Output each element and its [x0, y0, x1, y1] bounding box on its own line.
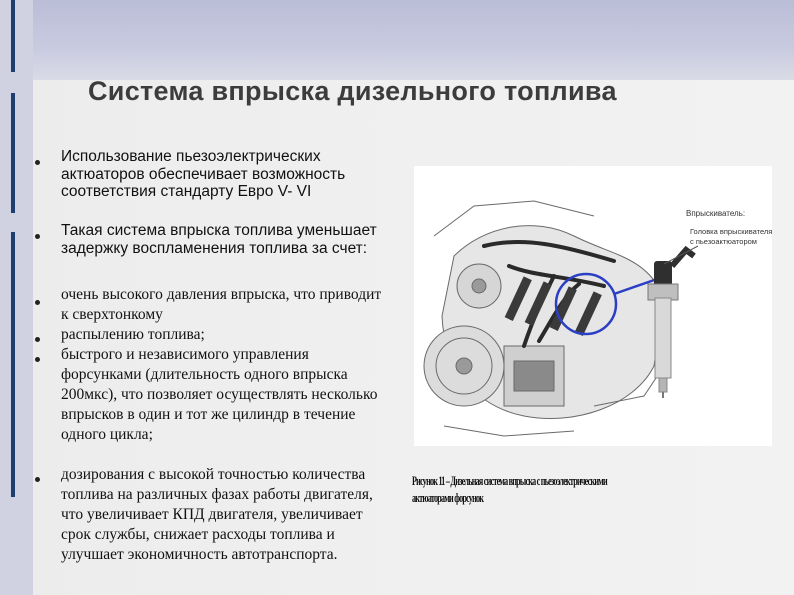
bullet-dot [35, 160, 40, 165]
accent-tick [11, 93, 15, 213]
slide-header-band [0, 0, 794, 80]
bullet-dot [35, 234, 40, 239]
caption-line: актюаторами форсунок [412, 490, 484, 505]
figure-caption [412, 472, 641, 506]
engine-block [424, 201, 664, 436]
label-head-line2: с пьезоактюатором [690, 237, 757, 246]
bullet-text: Такая система впрыска топлива уменьшает задержку воспламенения топлива за счет: [61, 222, 377, 257]
bullet-text: распылению топлива; [61, 326, 205, 343]
bullet-dot [35, 337, 40, 342]
bullet-dot [35, 357, 40, 362]
label-injector: Впрыскиватель: [686, 209, 746, 218]
engine-drawing [414, 166, 772, 446]
injector-detail [648, 250, 694, 398]
bullet-text: быстрого и независимого управления форсунками (длительность одного впрыска 200мкс), что позволяет осуществлять несколько впрысков в один и тот же цилиндр в течение одного цикла; [61, 346, 378, 443]
accent-tick [11, 0, 15, 72]
bullet-text: очень высокого давления впрыска, что приводит к сверхтонкому [61, 286, 382, 323]
bullet-dot [35, 300, 40, 305]
caption-line: Рисунок 11 – Дизельная система впрыска с пьезоэлектрическими [412, 473, 607, 488]
slide-title: Система впрыска дизельного топлива [88, 76, 617, 106]
label-head-line1: Головка впрыскивателя [690, 227, 772, 236]
engine-illustration [414, 166, 772, 446]
slide-left-band [0, 0, 33, 595]
bullet-dot [35, 477, 40, 482]
bullet-text: дозирования с высокой точностью количества топлива на различных фазах работы двигателя, что увеличивает КПД двигателя, увеличивает срок службы, снижает расходы топлива и улучшает экономичность автотранспорта. [61, 466, 373, 563]
accent-tick [11, 232, 15, 497]
bullet-text: Использование пьезоэлектрических актюаторов обеспечивает возможность соответствия стандарту Евро V- VI [61, 148, 346, 200]
